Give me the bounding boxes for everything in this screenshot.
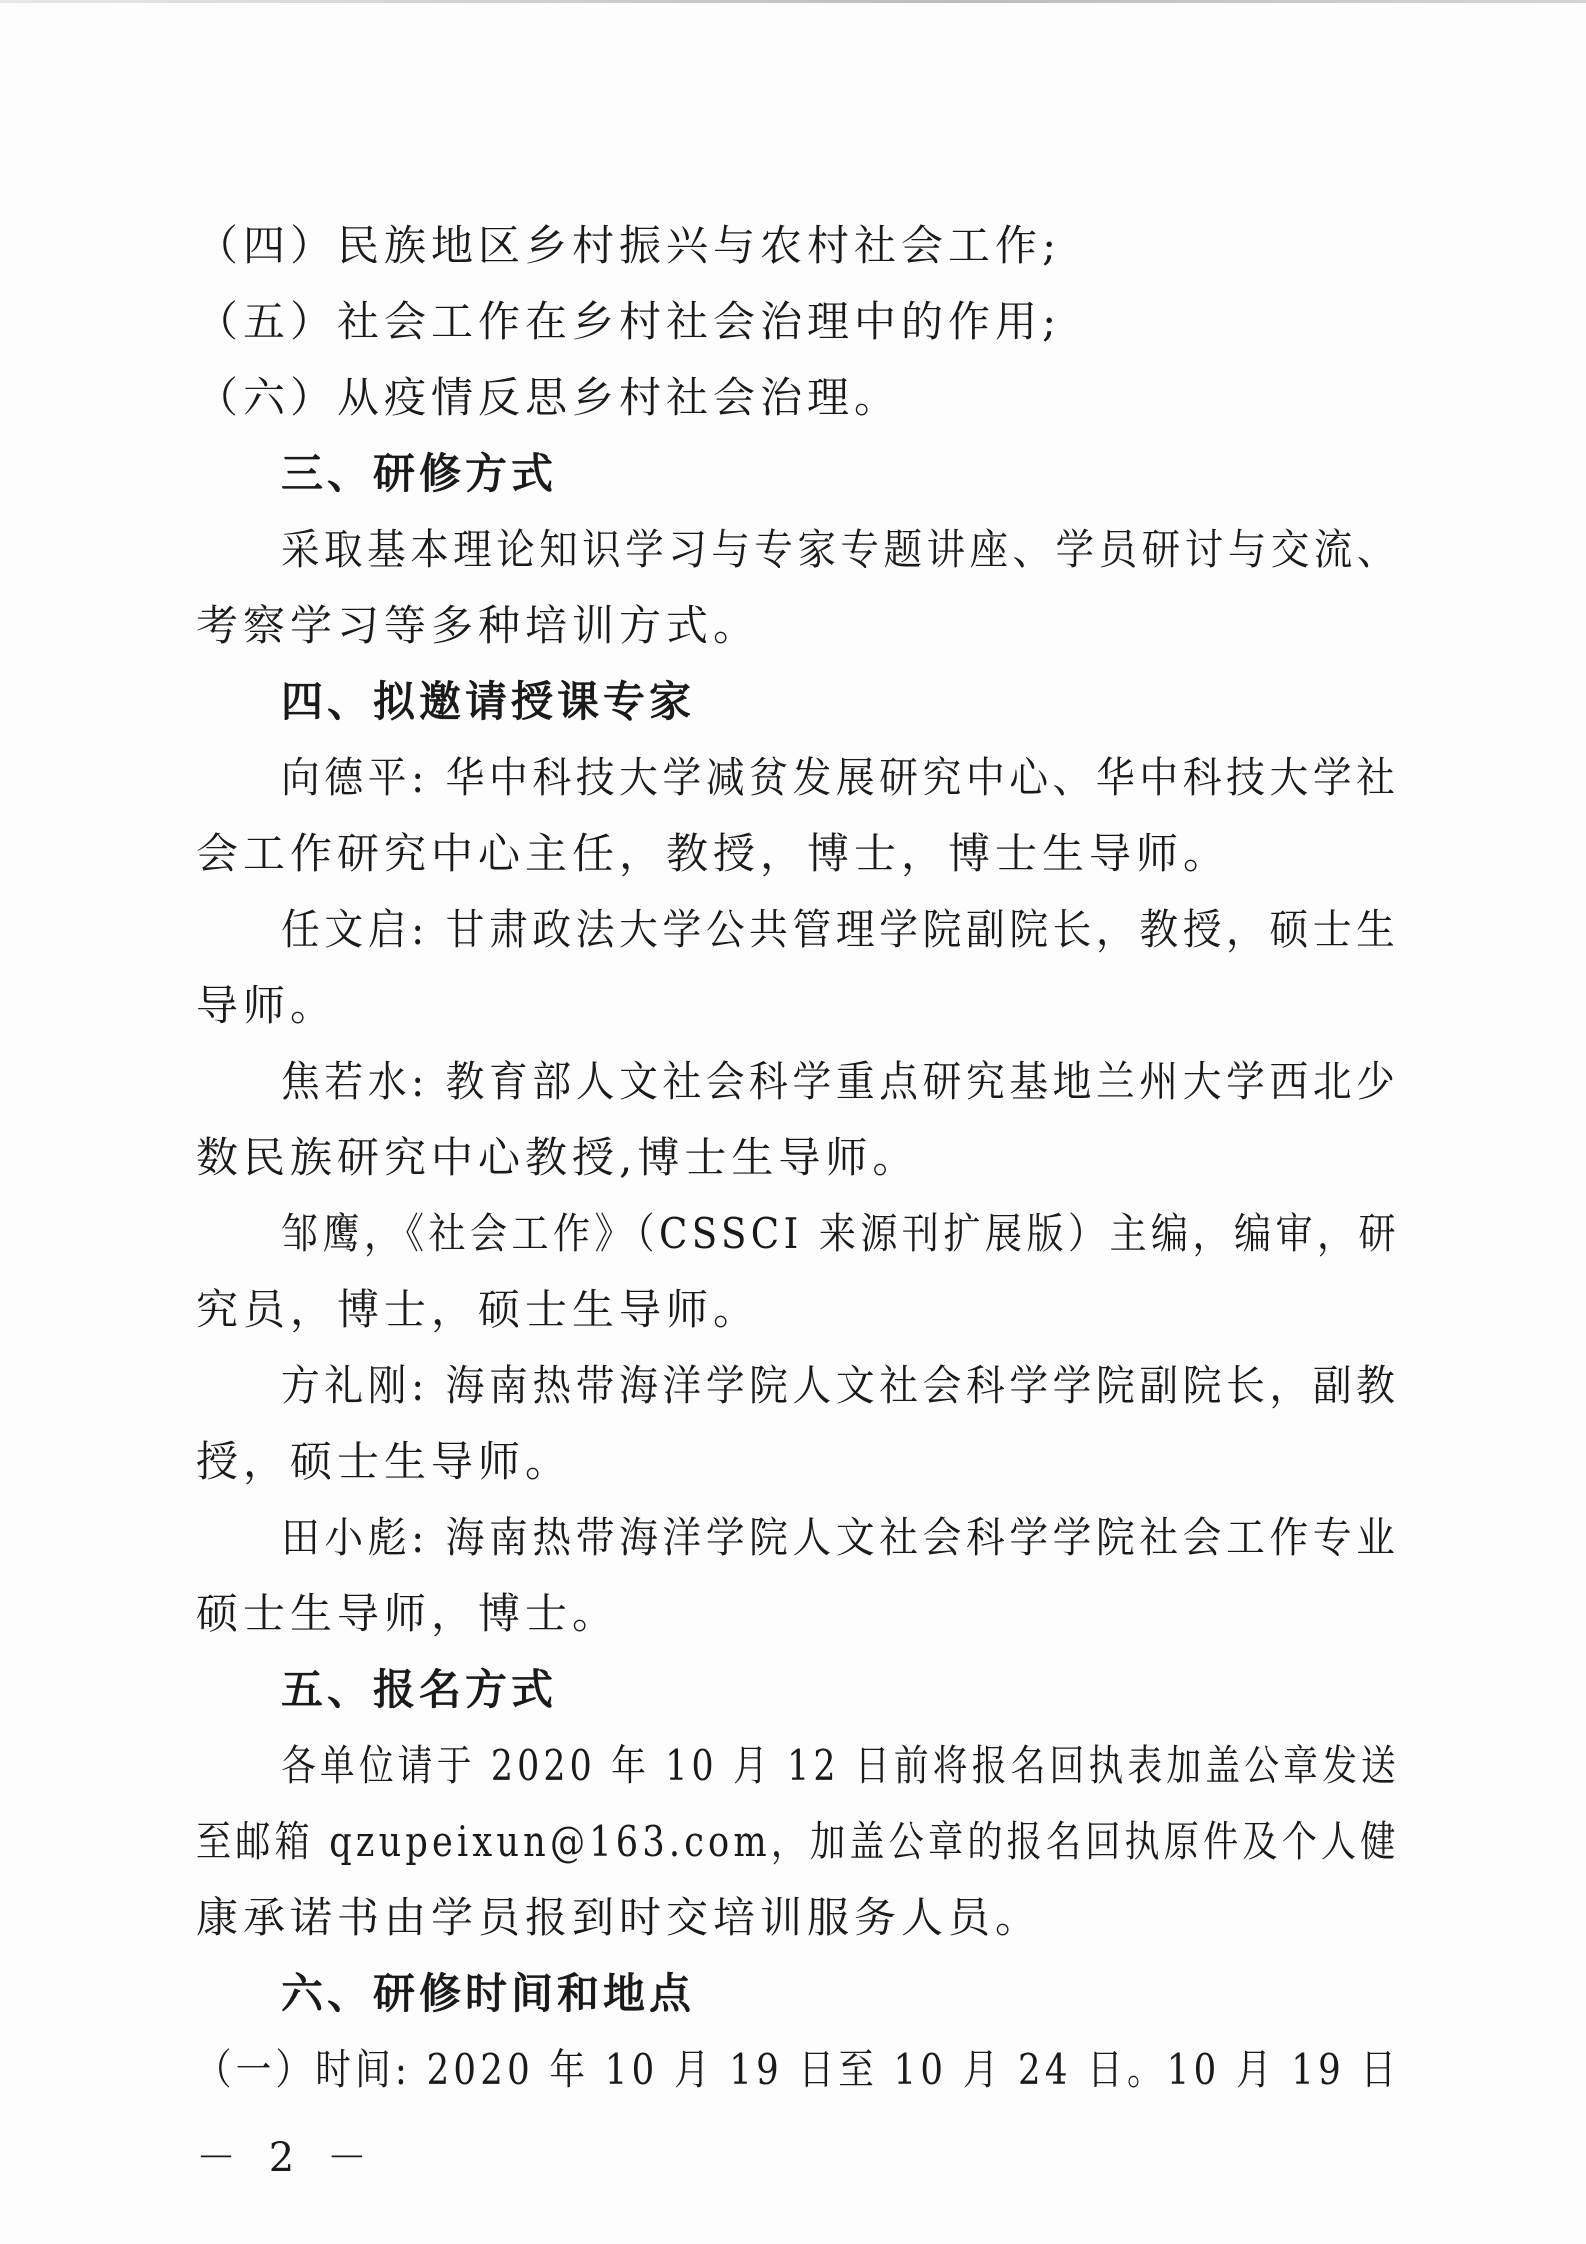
expert-entry-line: 田小彪: 海南热带海洋学院人文社会科学学院社会工作专业 <box>281 1513 1400 1562</box>
expert-entry-line: 焦若水: 教育部人文社会科学重点研究基地兰州大学西北少 <box>281 1057 1400 1106</box>
expert-entry-line: 授，硕士生导师。 <box>196 1437 573 1486</box>
page-number: － 2 － <box>196 2135 377 2181</box>
list-item-4: （四）民族地区乡村振兴与农村社会工作; <box>196 221 1062 270</box>
section-heading-6: 六、研修时间和地点 <box>281 1969 696 2018</box>
section-heading-3: 三、研修方式 <box>281 449 558 498</box>
paragraph-line: 康承诺书由学员报到时交培训服务人员。 <box>196 1893 1043 1942</box>
paragraph-line: 至邮箱 qzupeixun@163.com，加盖公章的报名回执原件及个人健 <box>196 1817 1400 1866</box>
expert-entry-line: 方礼刚: 海南热带海洋学院人文社会科学学院副院长，副教 <box>281 1361 1400 1410</box>
paragraph-line: （一）时间: 2020 年 10 月 19 日至 10 月 24 日。10 月 19 日 <box>196 2045 1401 2094</box>
section-heading-4: 四、拟邀请授课专家 <box>281 677 696 726</box>
list-item-5: （五）社会工作在乡村社会治理中的作用; <box>196 297 1062 346</box>
expert-entry-line: 邹鹰，《社会工作》（CSSCI 来源刊扩展版）主编，编审，研 <box>281 1209 1401 1258</box>
expert-entry-line: 导师。 <box>196 981 338 1030</box>
scan-top-edge <box>0 0 1586 3</box>
paragraph-line: 采取基本理论知识学习与专家专题讲座、学员研讨与交流、 <box>281 525 1400 574</box>
paragraph-line: 各单位请于 2020 年 10 月 12 日前将报名回执表加盖公章发送 <box>281 1741 1400 1790</box>
expert-entry-line: 任文启: 甘肃政法大学公共管理学院副院长，教授，硕士生 <box>281 905 1400 954</box>
expert-entry-line: 会工作研究中心主任，教授，博士，博士生导师。 <box>196 829 1231 878</box>
expert-entry-line: 数民族研究中心教授,博士生导师。 <box>196 1133 920 1182</box>
expert-entry-line: 硕士生导师，博士。 <box>196 1589 620 1638</box>
expert-entry-line: 究员，博士，硕士生导师。 <box>196 1285 761 1334</box>
section-heading-5: 五、报名方式 <box>281 1665 558 1714</box>
list-item-6: （六）从疫情反思乡村社会治理。 <box>196 373 902 422</box>
expert-entry-line: 向德平: 华中科技大学减贫发展研究中心、华中科技大学社 <box>281 753 1400 802</box>
paragraph-line: 考察学习等多种培训方式。 <box>196 601 761 650</box>
